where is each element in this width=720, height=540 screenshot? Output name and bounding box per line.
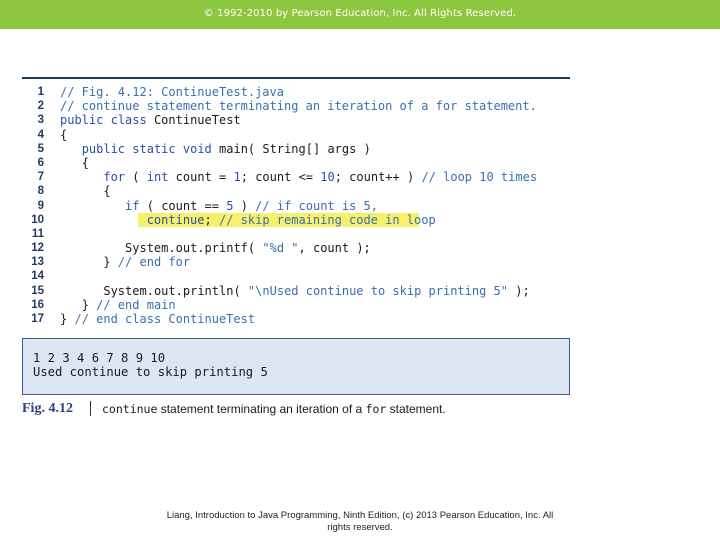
line-number: 13	[31, 256, 44, 269]
code-line	[22, 199, 570, 213]
line-number: 3	[37, 114, 44, 127]
code-line	[22, 156, 570, 170]
output-line-1: 1 2 3 4 6 7 8 9 10	[33, 351, 166, 365]
program-output	[22, 338, 570, 395]
code-text: System.out.println( "\nUsed continue to skip printing 5" );	[103, 283, 530, 298]
code-line	[22, 85, 570, 99]
footer-credit	[140, 510, 580, 534]
line-number: 14	[31, 270, 44, 283]
code-line	[22, 128, 570, 142]
line-number: 7	[37, 171, 44, 184]
code-line	[22, 99, 570, 113]
code-line	[22, 241, 570, 255]
code-listing	[22, 85, 570, 326]
code-text: {	[60, 127, 68, 142]
code-text: if ( count == 5 ) // if count is 5,	[125, 198, 378, 213]
code-text: public class ContinueTest	[60, 113, 241, 128]
line-number: 17	[31, 313, 44, 325]
code-text: } // end main	[81, 297, 176, 312]
line-number: 10	[31, 213, 44, 226]
caption-code-continue: continue	[102, 402, 158, 416]
code-text: continue; // skip remaining code in loop	[146, 212, 436, 227]
line-number: 12	[31, 242, 44, 255]
code-line	[22, 227, 570, 241]
copyright-text: © 1992-2010 by Pearson Education, Inc. All Rights Reserved.	[203, 8, 517, 19]
line-number: 4	[37, 128, 44, 141]
line-number: 1	[37, 86, 44, 98]
code-text: } // end class ContinueTest	[60, 312, 256, 326]
figure-caption	[102, 402, 446, 416]
figure-separator	[90, 401, 91, 416]
code-text: {	[81, 155, 89, 170]
line-number: 2	[37, 100, 44, 113]
line-number: 9	[37, 199, 44, 212]
code-line	[22, 269, 570, 283]
code-text: public static void main( String[] args )	[81, 141, 371, 156]
code-text: System.out.printf( "%d ", count );	[125, 241, 371, 256]
caption-text: statement terminating an iteration of a	[157, 402, 366, 416]
footer-line-1: Liang, Introduction to Java Programming, Ninth Edition, (c) 2013 Pearson Education, Inc. All	[166, 510, 554, 521]
code-line	[22, 298, 570, 312]
line-number: 15	[31, 284, 44, 297]
footer-line-2: rights reserved.	[327, 522, 393, 533]
caption-code-for: for	[365, 402, 387, 416]
code-line	[22, 255, 570, 269]
line-number: 16	[31, 298, 44, 311]
code-text: {	[103, 184, 111, 199]
code-text: // Fig. 4.12: ContinueTest.java	[60, 85, 284, 99]
line-number: 11	[31, 227, 44, 240]
code-text: // continue statement terminating an iteration of a for statement.	[60, 99, 537, 114]
output-line-2: Used continue to skip printing 5	[33, 365, 268, 379]
code-text: } // end for	[103, 255, 191, 270]
code-top-rule	[22, 77, 570, 79]
code-text: for ( int count = 1; count <= 10; count++ ) // loop 10 times	[103, 170, 538, 185]
line-number: 8	[37, 185, 44, 198]
code-line	[22, 213, 570, 227]
code-line	[22, 113, 570, 127]
code-line	[22, 142, 570, 156]
figure-label: Fig. 4.12	[22, 401, 73, 416]
line-number: 6	[37, 156, 44, 169]
code-line	[22, 170, 570, 184]
caption-end: statement.	[386, 402, 446, 416]
code-line	[22, 184, 570, 198]
code-line	[22, 312, 570, 326]
code-line	[22, 284, 570, 298]
line-number: 5	[37, 142, 44, 155]
